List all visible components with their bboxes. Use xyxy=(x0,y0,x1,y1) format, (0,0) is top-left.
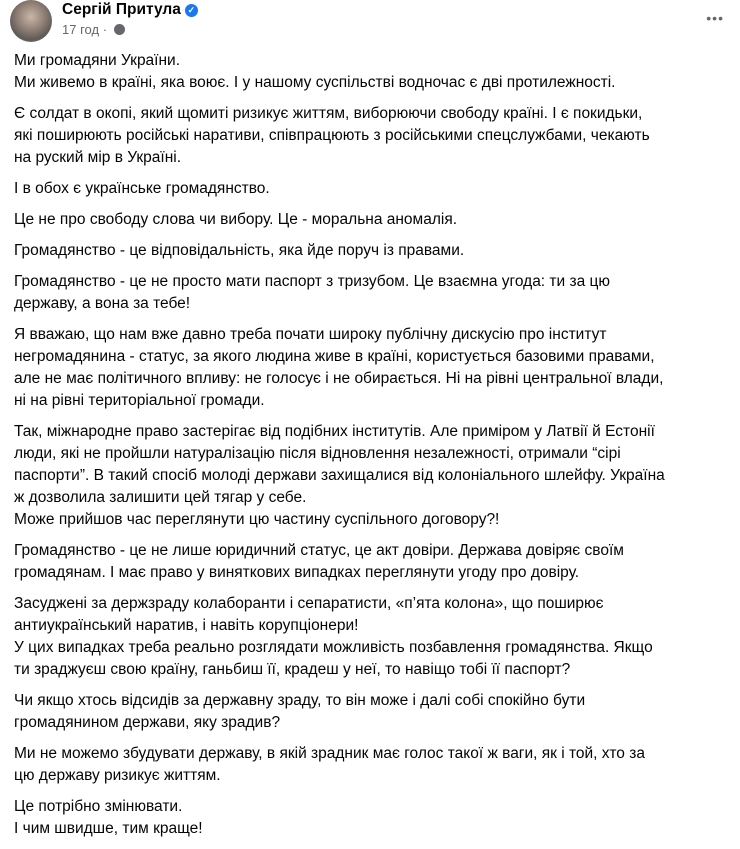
post-paragraph xyxy=(14,103,665,169)
post-paragraph xyxy=(14,593,665,681)
post-text-line: Так, міжнародне право застерігає від подібних інститутів. Але приміром у Латвії й Естонії xyxy=(14,423,655,440)
post-text-line: ти зраджуєш свою країну, ганьбиш її, крадеш у неї, то навіщо тобі її паспорт? xyxy=(14,661,571,678)
post-text-line: Ми громадяни України. xyxy=(14,52,181,69)
post-paragraph xyxy=(14,50,665,94)
post-paragraph xyxy=(14,690,665,734)
post-paragraph xyxy=(14,240,665,262)
post-time[interactable]: 17 год xyxy=(62,22,100,37)
post-paragraph xyxy=(14,178,665,200)
avatar[interactable] xyxy=(10,0,52,42)
post-text-line: громадянам. І має право у виняткових випадках переглянути угоду про довіру. xyxy=(14,564,580,581)
post-text-line: Це не про свободу слова чи вибору. Це - моральна аномалія. xyxy=(14,211,458,228)
post-paragraph xyxy=(14,324,665,412)
post-text-line: Засуджені за держзраду колаборанти і сепаратисти, «п’ята колона», що поширює xyxy=(14,595,604,612)
verified-badge-icon: ✓ xyxy=(185,4,198,17)
post-text-line: антиукраїнський наратив, і навіть корупціонери! xyxy=(14,617,359,634)
post-text-line: люди, які не пройшли натуралізацію після відновлення незалежності, отримали “сірі xyxy=(14,445,621,462)
post-text-line: Громадянство - це не просто мати паспорт з тризубом. Це взаємна угода: ти за цю xyxy=(14,273,611,290)
post-text-line: Я вважаю, що нам вже давно треба почати широку публічну дискусію про інститут xyxy=(14,326,607,343)
post-text-line: державу, а вона за тебе! xyxy=(14,295,191,312)
post-text-line: І чим швидше, тим краще! xyxy=(14,820,203,837)
post-text-line: які поширюють російські наративи, співпрацюють з російськими спецслужбами, чекають xyxy=(14,127,650,144)
post-text-line: Це потрібно змінювати. xyxy=(14,798,183,815)
post-text xyxy=(14,50,665,849)
post-text-line: але не має політичного впливу: не голосує і не обирається. Ні на рівні центральної влади, xyxy=(14,370,664,387)
post-text-line: Громадянство - це відповідальність, яка йде поруч із правами. xyxy=(14,242,465,259)
meta-separator: · xyxy=(102,22,108,37)
post-paragraph xyxy=(14,743,665,787)
post-header xyxy=(0,0,740,50)
post-paragraph xyxy=(14,540,665,584)
post-text-line: ж дозволила залишити цей тягар у себе. xyxy=(14,489,307,506)
more-options-button[interactable]: ••• xyxy=(706,10,724,26)
post-paragraph xyxy=(14,209,665,231)
post-text-line: паспорти”. В такий спосіб молоді держави захищалися від колоніального шлейфу. Україна xyxy=(14,467,665,484)
post-text-line: І в обох є українське громадянство. xyxy=(14,180,270,197)
post-text-line: громадянином держави, яку зрадив? xyxy=(14,714,281,731)
author-name[interactable]: Сергій Притула xyxy=(62,1,181,18)
post-text-line: ні на рівні територіальної громади. xyxy=(14,392,265,409)
post-paragraph xyxy=(14,271,665,315)
post-text-line: Громадянство - це не лише юридичний статус, це акт довіри. Держава довіряє своїм xyxy=(14,542,624,559)
post-paragraph xyxy=(14,796,665,840)
author-name-row xyxy=(62,1,198,19)
post-text-line: У цих випадках треба реально розглядати можливість позбавлення громадянства. Якщо xyxy=(14,639,653,656)
post-text-line: цю державу ризикує життям. xyxy=(14,767,221,784)
post-text-line: Ми живемо в країні, яка воює. І у нашому суспільстві водночас є дві протилежності. xyxy=(14,74,616,91)
post-meta xyxy=(62,22,125,37)
post-text-line: Чи якщо хтось відсидів за державну зраду, то він може і далі собі спокійно бути xyxy=(14,692,586,709)
post-text-line: на руский мір в Україні. xyxy=(14,149,182,166)
post-paragraph xyxy=(14,421,665,531)
globe-icon xyxy=(114,24,125,35)
post-text-line: Ми не можемо збудувати державу, в якій зрадник має голос такої ж ваги, як і той, хто за xyxy=(14,745,645,762)
post-text-line: негромадянина - статус, за якого людина живе в країні, користується базовими правами, xyxy=(14,348,655,365)
post-text-line: Може прийшов час переглянути цю частину суспільного договору?! xyxy=(14,511,500,528)
post-text-line: Є солдат в окопі, який щомиті ризикує життям, виборюючи свободу країні. І є покидьки, xyxy=(14,105,643,122)
